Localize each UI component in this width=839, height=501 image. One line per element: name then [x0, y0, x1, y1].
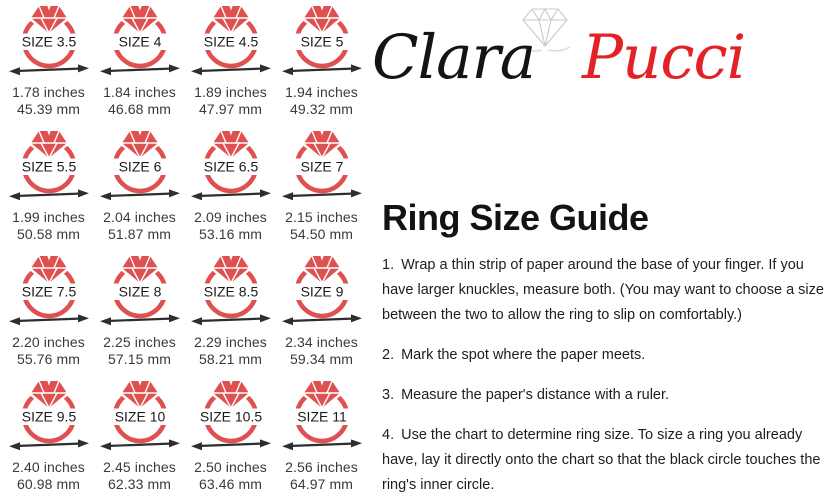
diameter-mm: 49.32 mm	[289, 100, 354, 117]
ring-icon	[280, 130, 364, 202]
ring-size-label: SIZE 4	[118, 33, 161, 50]
ring-size-label: SIZE 6.5	[203, 158, 258, 175]
ring-size-label: SIZE 8.5	[203, 283, 258, 300]
diameter-measurements	[103, 459, 176, 492]
ring-size-label: SIZE 10.5	[199, 408, 262, 425]
ring-size-cell	[185, 250, 276, 375]
diameter-mm: 55.76 mm	[16, 350, 81, 367]
logo-text-first: Clara	[372, 22, 536, 93]
step-number: 4.	[382, 427, 395, 443]
diameter-measurements	[285, 84, 358, 117]
ring-size-cell	[94, 125, 185, 250]
step-text: Wrap a thin strip of paper around the base of your finger. If you have larger knuckles, measure both. (You may want to choose a size between the two to allow the ring to slip on comfortably.)	[382, 257, 824, 323]
ring-size-cell	[3, 0, 94, 125]
diameter-measurements	[12, 334, 85, 367]
ring-size-label: SIZE 7.5	[21, 283, 76, 300]
ring-icon	[189, 5, 273, 77]
diameter-inches: 1.84 inches	[103, 84, 176, 100]
diameter-measurements	[194, 209, 267, 242]
diameter-inches: 2.20 inches	[12, 334, 85, 350]
diameter-measurements	[285, 459, 358, 492]
guide-step	[382, 383, 839, 408]
ring-icon	[189, 380, 273, 452]
ring-size-label: SIZE 9	[300, 283, 343, 300]
diameter-mm: 50.58 mm	[16, 225, 81, 242]
diameter-mm: 60.98 mm	[16, 475, 81, 492]
diameter-mm: 62.33 mm	[107, 475, 172, 492]
guide-step	[382, 253, 839, 328]
ring-icon	[7, 5, 91, 77]
diameter-inches: 2.40 inches	[12, 459, 85, 475]
diameter-mm: 64.97 mm	[289, 475, 354, 492]
ring-size-cell	[276, 0, 367, 125]
diameter-measurements	[285, 209, 358, 242]
diameter-mm: 63.46 mm	[198, 475, 263, 492]
ring-icon	[280, 255, 364, 327]
diameter-inches: 2.15 inches	[285, 209, 358, 225]
ring-size-cell	[276, 125, 367, 250]
ring-size-label: SIZE 3.5	[21, 33, 76, 50]
ring-size-cell	[94, 250, 185, 375]
guide-section	[382, 196, 839, 501]
guide-steps	[382, 253, 839, 498]
diameter-measurements	[103, 209, 176, 242]
diameter-measurements	[103, 334, 176, 367]
diameter-measurements	[103, 84, 176, 117]
brand-logo	[372, 0, 839, 110]
ring-size-cell	[185, 125, 276, 250]
diameter-inches: 2.45 inches	[103, 459, 176, 475]
ring-size-label: SIZE 7	[300, 158, 343, 175]
diameter-inches: 2.09 inches	[194, 209, 267, 225]
ring-size-label: SIZE 11	[296, 408, 347, 425]
logo-text-second: Pucci	[582, 22, 746, 93]
diameter-mm: 46.68 mm	[107, 100, 172, 117]
diameter-mm: 51.87 mm	[107, 225, 172, 242]
ring-icon	[98, 130, 182, 202]
ring-size-label: SIZE 5	[300, 33, 343, 50]
diameter-mm: 47.97 mm	[198, 100, 263, 117]
diameter-inches: 2.29 inches	[194, 334, 267, 350]
ring-size-label: SIZE 4.5	[203, 33, 258, 50]
diameter-inches: 2.56 inches	[285, 459, 358, 475]
ring-icon	[98, 255, 182, 327]
ring-size-label: SIZE 10	[114, 408, 165, 425]
step-number: 3.	[382, 387, 395, 403]
diameter-inches: 1.89 inches	[194, 84, 267, 100]
diameter-measurements	[194, 334, 267, 367]
ring-icon	[98, 380, 182, 452]
ring-size-cell	[3, 375, 94, 500]
diameter-mm: 45.39 mm	[16, 100, 81, 117]
ring-size-cell	[276, 250, 367, 375]
diameter-inches: 2.34 inches	[285, 334, 358, 350]
ring-icon	[98, 5, 182, 77]
diameter-inches: 1.99 inches	[12, 209, 85, 225]
step-text: Use the chart to determine ring size. To size a ring you already have, lay it directly onto the chart so that the black circle touches the ring's inner circle.	[382, 427, 821, 493]
ring-icon	[189, 130, 273, 202]
ring-icon	[280, 5, 364, 77]
ring-icon	[7, 255, 91, 327]
diameter-measurements	[194, 84, 267, 117]
ring-size-cell	[3, 250, 94, 375]
ring-icon	[189, 255, 273, 327]
ring-size-cell	[185, 375, 276, 500]
step-number: 1.	[382, 257, 395, 273]
diameter-measurements	[194, 459, 267, 492]
ring-size-cell	[94, 0, 185, 125]
ring-size-cell	[276, 375, 367, 500]
diameter-measurements	[12, 84, 85, 117]
diameter-measurements	[12, 459, 85, 492]
guide-step	[382, 423, 839, 498]
diameter-inches: 2.25 inches	[103, 334, 176, 350]
step-number: 2.	[382, 347, 395, 363]
ring-size-label: SIZE 9.5	[21, 408, 76, 425]
ring-icon	[280, 380, 364, 452]
ring-size-label: SIZE 5.5	[21, 158, 76, 175]
guide-step	[382, 343, 839, 368]
diameter-inches: 2.04 inches	[103, 209, 176, 225]
ring-size-cell	[94, 375, 185, 500]
diameter-inches: 2.50 inches	[194, 459, 267, 475]
diameter-mm: 57.15 mm	[107, 350, 172, 367]
ring-size-chart	[3, 0, 369, 501]
diameter-mm: 54.50 mm	[289, 225, 354, 242]
diameter-mm: 53.16 mm	[198, 225, 263, 242]
ring-icon	[7, 380, 91, 452]
diameter-mm: 59.34 mm	[289, 350, 354, 367]
step-text: Measure the paper's distance with a ruler.	[401, 387, 670, 403]
step-text: Mark the spot where the paper meets.	[401, 347, 646, 363]
diameter-measurements	[12, 209, 85, 242]
ring-icon	[7, 130, 91, 202]
right-column	[372, 0, 839, 501]
diameter-measurements	[285, 334, 358, 367]
diameter-inches: 1.78 inches	[12, 84, 85, 100]
ring-size-cell	[185, 0, 276, 125]
ring-size-label: SIZE 8	[118, 283, 161, 300]
diameter-inches: 1.94 inches	[285, 84, 358, 100]
diameter-mm: 58.21 mm	[198, 350, 263, 367]
ring-size-label: SIZE 6	[118, 158, 161, 175]
ring-size-cell	[3, 125, 94, 250]
guide-title: Ring Size Guide	[382, 197, 649, 238]
